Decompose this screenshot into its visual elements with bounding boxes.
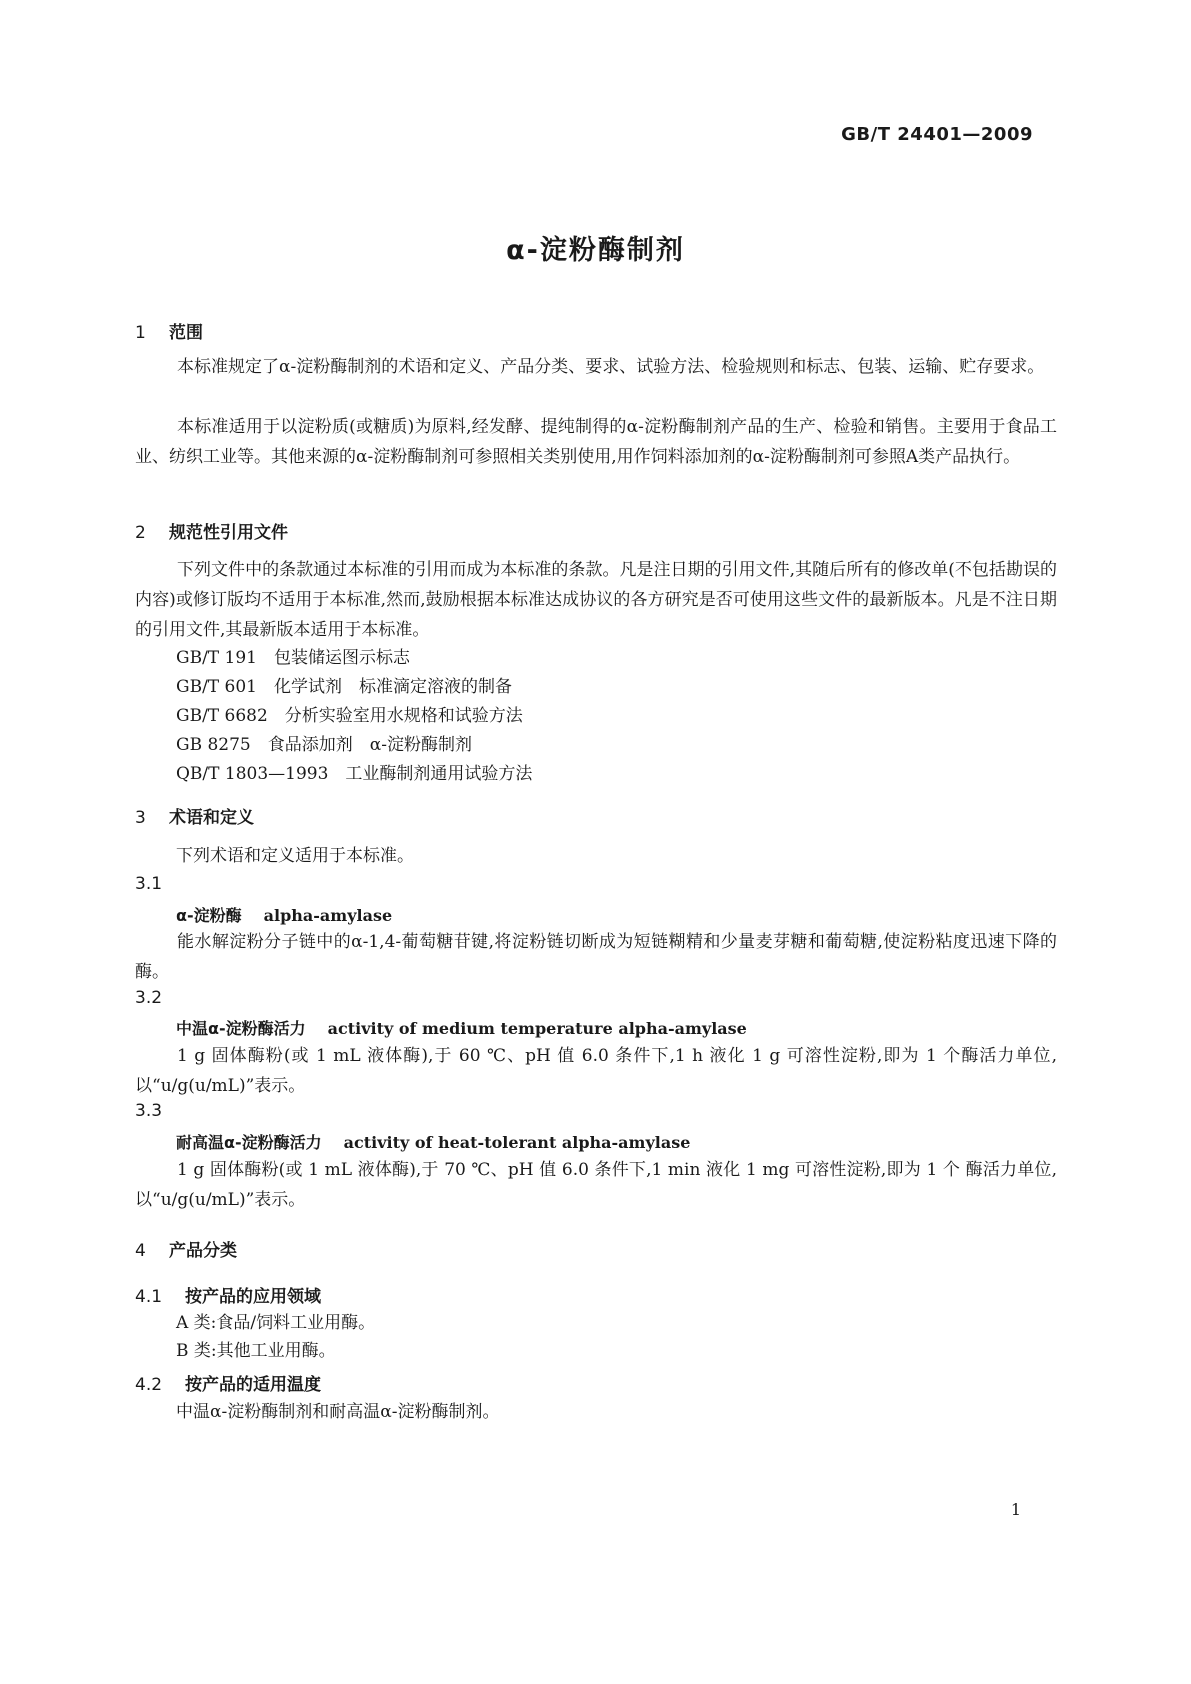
subsection-number: 4.2	[135, 1375, 163, 1395]
section-1-heading	[135, 318, 1057, 343]
reference-item: GB/T 191 包装储运图示标志	[176, 648, 410, 668]
term-heading	[176, 1016, 1057, 1039]
subsection-title: 按产品的适用温度	[185, 1375, 321, 1395]
subsection-4-2-text: 中温α-淀粉酶制剂和耐高温α-淀粉酶制剂。	[176, 1402, 500, 1422]
subsection-4-1-heading	[135, 1282, 1057, 1307]
section-number: 2	[135, 523, 146, 543]
reference-item: GB 8275 食品添加剂 α-淀粉酶制剂	[176, 735, 472, 755]
section-2-heading	[135, 518, 1057, 543]
section-title: 规范性引用文件	[169, 523, 288, 543]
term-zh: α-淀粉酶	[176, 906, 242, 925]
document-title: α-淀粉酶制剂	[506, 235, 685, 266]
term-definition: 能水解淀粉分子链中的α-1,4-葡萄糖苷键,将淀粉链切断成为短链糊精和少量麦芽糖和葡萄糖,使淀粉粘度迅速下降的酶。	[135, 932, 1057, 982]
section-4-heading	[135, 1236, 1057, 1261]
category-a: A 类:食品/饲料工业用酶。	[176, 1313, 376, 1333]
section-1-paragraph-1: 本标准规定了α-淀粉酶制剂的术语和定义、产品分类、要求、试验方法、检验规则和标志、包装、运输、贮存要求。	[177, 357, 1045, 377]
section-title: 范围	[169, 323, 203, 343]
term-heading	[176, 1130, 1057, 1153]
section-number: 1	[135, 323, 146, 343]
subsection-number: 4.1	[135, 1287, 163, 1307]
section-1-paragraph-2: 本标准适用于以淀粉质(或糖质)为原料,经发酵、提纯制得的α-淀粉酶制剂产品的生产、检验和销售。主要用于食品工业、纺织工业等。其他来源的α-淀粉酶制剂可参照相关类别使用,用作饲料添加剂的α-淀粉酶制剂可参照A类产品执行。	[135, 417, 1057, 467]
term-zh: 耐高温α-淀粉酶活力	[176, 1133, 322, 1152]
section-3-heading	[135, 803, 1057, 828]
section-2-paragraph-1: 下列文件中的条款通过本标准的引用而成为本标准的条款。凡是注日期的引用文件,其随后所有的修改单(不包括勘误的内容)或修订版均不适用于本标准,然而,鼓励根据本标准达成协议的各方研究是否可使用这些文件的最新版本。凡是不注日期的引用文件,其最新版本适用于本标准。	[135, 560, 1057, 640]
category-b: B 类:其他工业用酶。	[176, 1341, 336, 1361]
term-heading	[176, 903, 1057, 926]
reference-item: GB/T 601 化学试剂 标准滴定溶液的制备	[176, 677, 512, 697]
subsection-4-2-heading	[135, 1370, 1057, 1395]
page-number: 1	[1010, 1500, 1021, 1519]
term-en: alpha-amylase	[263, 906, 393, 925]
term-number: 3.2	[135, 988, 163, 1008]
reference-item: GB/T 6682 分析实验室用水规格和试验方法	[176, 706, 523, 726]
term-definition: 1 g 固体酶粉(或 1 mL 液体酶),于 70 ℃、pH 值 6.0 条件下,1 min 液化 1 mg 可溶性淀粉,即为 1 个 酶活力单位,以“u/g(u/mL)”表示。	[135, 1160, 1057, 1210]
section-3-intro: 下列术语和定义适用于本标准。	[176, 846, 414, 866]
term-number: 3.1	[135, 874, 163, 894]
section-number: 4	[135, 1241, 146, 1261]
section-number: 3	[135, 808, 146, 828]
term-en: activity of medium temperature alpha-amylase	[327, 1019, 747, 1038]
standard-code: GB/T 24401—2009	[841, 124, 1033, 145]
section-title: 产品分类	[169, 1241, 237, 1261]
term-zh: 中温α-淀粉酶活力	[176, 1019, 306, 1038]
section-title: 术语和定义	[169, 808, 254, 828]
term-number: 3.3	[135, 1101, 163, 1121]
reference-item: QB/T 1803—1993 工业酶制剂通用试验方法	[176, 764, 533, 784]
subsection-title: 按产品的应用领域	[185, 1287, 321, 1307]
term-en: activity of heat-tolerant alpha-amylase	[343, 1133, 691, 1152]
term-definition: 1 g 固体酶粉(或 1 mL 液体酶),于 60 ℃、pH 值 6.0 条件下,1 h 液化 1 g 可溶性淀粉,即为 1 个酶活力单位,以“u/g(u/mL)”表示。	[135, 1046, 1057, 1096]
